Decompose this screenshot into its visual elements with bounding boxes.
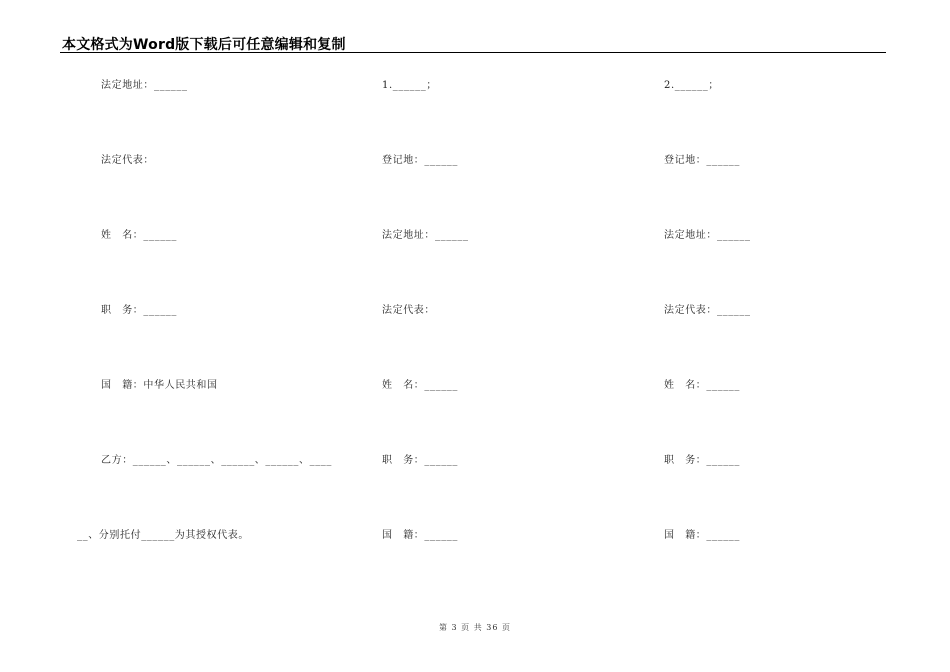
party-2-nationality: 国 籍：______ [664,530,740,541]
party-2-legal-representative: 法定代表：______ [664,305,751,316]
party-1-name: 姓 名：______ [382,380,458,391]
field-authorized-representative: __、分别托付______为其授权代表。 [77,530,249,541]
field-position: 职 务：______ [101,305,177,316]
party-2-registration-place: 登记地：______ [664,155,740,166]
party-1-registration-place: 登记地：______ [382,155,458,166]
field-legal-address: 法定地址：______ [101,80,188,91]
party-1-legal-representative: 法定代表： [382,305,435,316]
page-number: 第 3 页 共 36 页 [439,623,511,632]
field-party-b: 乙方：______、______、______、______、____ [101,455,332,466]
party-2-name: 姓 名：______ [664,380,740,391]
field-name: 姓 名：______ [101,230,177,241]
party-1-nationality: 国 籍：______ [382,530,458,541]
field-nationality: 国 籍：中华人民共和国 [101,380,218,391]
party-2-legal-address: 法定地址：______ [664,230,751,241]
party-1-legal-address: 法定地址：______ [382,230,469,241]
party-2-position: 职 务：______ [664,455,740,466]
party-1-position: 职 务：______ [382,455,458,466]
party-1-heading: 1.______； [382,80,437,91]
header-divider [60,52,886,53]
party-2-heading: 2.______； [664,80,719,91]
page-header-title: 本文格式为Word版下载后可任意编辑和复制 [62,37,346,53]
field-legal-representative: 法定代表： [101,155,154,166]
